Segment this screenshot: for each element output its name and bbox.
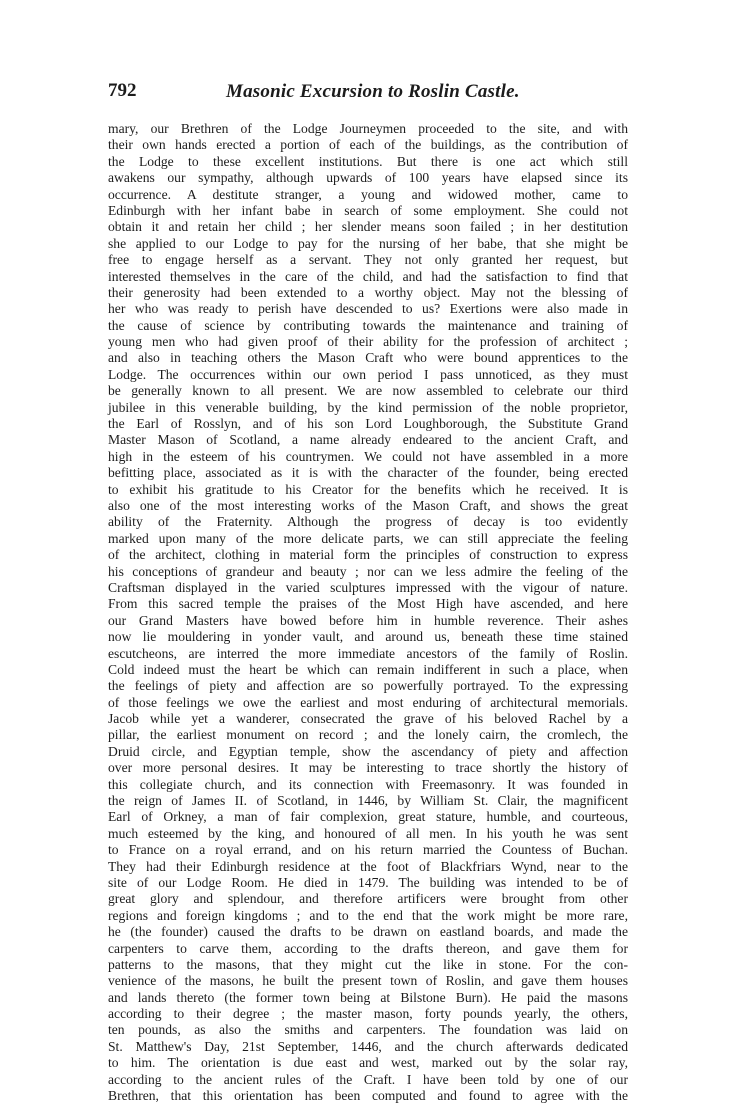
text-line: their generosity had been extended to a worthy object. May not the blessing of [108,284,628,300]
text-line: to France on a royal errand, and on his return married the Countess of Buchan. [108,842,628,858]
text-line: obtain it and retain her child ; her slender means soon failed ; in her destitution [108,219,628,235]
text-line: pillar, the earliest monument on record ; and the lonely cairn, the cromlech, the [108,727,628,743]
text-line: our Grand Masters have bowed before him in humble reverence. Their ashes [108,612,628,628]
text-line: this collegiate church, and its connection with Freemasonry. It was founded in [108,776,628,792]
text-line: awakens our sympathy, although upwards of 100 years have elapsed since its [108,170,628,186]
text-line: her who was ready to perish have descended to us? Exertions were also made in [108,301,628,317]
text-line: interested themselves in the care of the child, and had the satisfaction to find that [108,268,628,284]
text-line: They had their Edinburgh residence at the foot of Blackfriars Wynd, near to the [108,858,628,874]
text-line: ability of the Fraternity. Although the progress of decay is too evidently [108,514,628,530]
text-line: she applied to our Lodge to pay for the nursing of her babe, that she might be [108,235,628,251]
text-line: the Earl of Rosslyn, and of his son Lord Loughborough, the Substitute Grand [108,416,628,432]
text-line: Craftsman displayed in the varied sculptures impressed with the vigour of nature. [108,579,628,595]
text-line: to exhibit his gratitude to his Creator for the benefits which he received. It is [108,481,628,497]
text-line: young men who had given proof of their ability for the profession of architect ; [108,334,628,350]
text-line: venience of the masons, he built the present town of Roslin, and gave them houses [108,973,628,989]
text-line: mary, our Brethren of the Lodge Journeymen proceeded to the site, and with [108,121,628,136]
text-line: Brethren, that this orientation has been computed and found to agree with the [108,1088,628,1104]
text-line: now lie mouldering in yonder vault, and around us, beneath these time stained [108,629,628,645]
text-line: escutcheons, are interred the more immediate ancestors of the family of Roslin. [108,645,628,661]
text-line: regions and foreign kingdoms ; and to the end that the work might be more rare, [108,907,628,923]
page-number: 792 [108,80,137,101]
text-line: Master Mason of Scotland, a name already endeared to the ancient Craft, and [108,432,628,448]
text-line: of those feelings we owe the earliest and most enduring of architectural memorials. [108,694,628,710]
text-line: the Lodge to these excellent institutions. But there is one act which still [108,153,628,169]
text-line: Lodge. The occurrences within our own period I pass unnoticed, as they must [108,366,628,382]
text-line: great glory and splendour, and therefore artificers were brought from other [108,891,628,907]
text-line: Earl of Orkney, a man of fair complexion, great stature, humble, and courteous, [108,809,628,825]
text-line: according to the ancient rules of the Craft. I have been told by one of our [108,1071,628,1087]
running-title: Masonic Excursion to Roslin Castle. [226,81,520,102]
body-text [108,121,628,1104]
text-line: of the architect, clothing in material form the principles of construction to express [108,547,628,563]
text-line: their own hands erected a portion of each of the buildings, as the contribution of [108,137,628,153]
text-line: patterns to the masons, that they might cut the like in stone. For the con- [108,956,628,972]
text-line: Edinburgh with her infant babe in search of some employment. She could not [108,202,628,218]
text-line: befitting place, associated as it is with the character of the founder, being erected [108,465,628,481]
text-line: high in the esteem of his countrymen. We could not have assembled in a more [108,448,628,464]
text-line: according to their degree ; the master mason, forty pounds yearly, the others, [108,1006,628,1022]
text-line: he (the founder) caused the drafts to be drawn on eastland boards, and made the [108,924,628,940]
page-header [108,80,628,110]
text-line: carpenters to carve them, according to the drafts thereon, and gave them for [108,940,628,956]
text-line: be generally known to all present. We are now assembled to celebrate our third [108,383,628,399]
text-line: Druid circle, and Egyptian temple, show the ascendancy of piety and affection [108,743,628,759]
text-line: occurrence. A destitute stranger, a young and widowed mother, came to [108,186,628,202]
text-line: his conceptions of grandeur and beauty ; nor can we less admire the feeling of the [108,563,628,579]
text-line: From this sacred temple the praises of the Most High have ascended, and here [108,596,628,612]
text-line: and also in teaching others the Mason Craft who were bound apprentices to the [108,350,628,366]
text-line: free to engage herself as a servant. They not only granted her request, but [108,252,628,268]
text-line: Jacob while yet a wanderer, consecrated the grave of his beloved Rachel by a [108,711,628,727]
text-line: and lands thereto (the former town being at Bilstone Burn). He paid the masons [108,989,628,1005]
text-line: the reign of James II. of Scotland, in 1446, by William St. Clair, the magnificent [108,793,628,809]
text-line: to him. The orientation is due east and west, marked out by the solar ray, [108,1055,628,1071]
text-line: marked upon many of the more delicate parts, we can still appreciate the feeling [108,530,628,546]
text-line: ten pounds, as also the smiths and carpenters. The foundation was laid on [108,1022,628,1038]
text-line: the feelings of piety and affection are so powerfully portrayed. To the expressing [108,678,628,694]
text-line: the cause of science by contributing towards the maintenance and training of [108,317,628,333]
text-line: much esteemed by the king, and honoured of all men. In his youth he was sent [108,825,628,841]
text-line: jubilee in this venerable building, by the kind permission of the noble proprietor, [108,399,628,415]
text-line: St. Matthew's Day, 21st September, 1446, and the church afterwards dedicated [108,1038,628,1054]
text-line: over more personal desires. It may be interesting to trace shortly the history of [108,760,628,776]
text-line: Cold indeed must the heart be which can remain indifferent in such a place, when [108,661,628,677]
text-line: also one of the most interesting works of the Mason Craft, and shows the great [108,497,628,513]
text-line: site of our Lodge Room. He died in 1479. The building was intended to be of [108,874,628,890]
